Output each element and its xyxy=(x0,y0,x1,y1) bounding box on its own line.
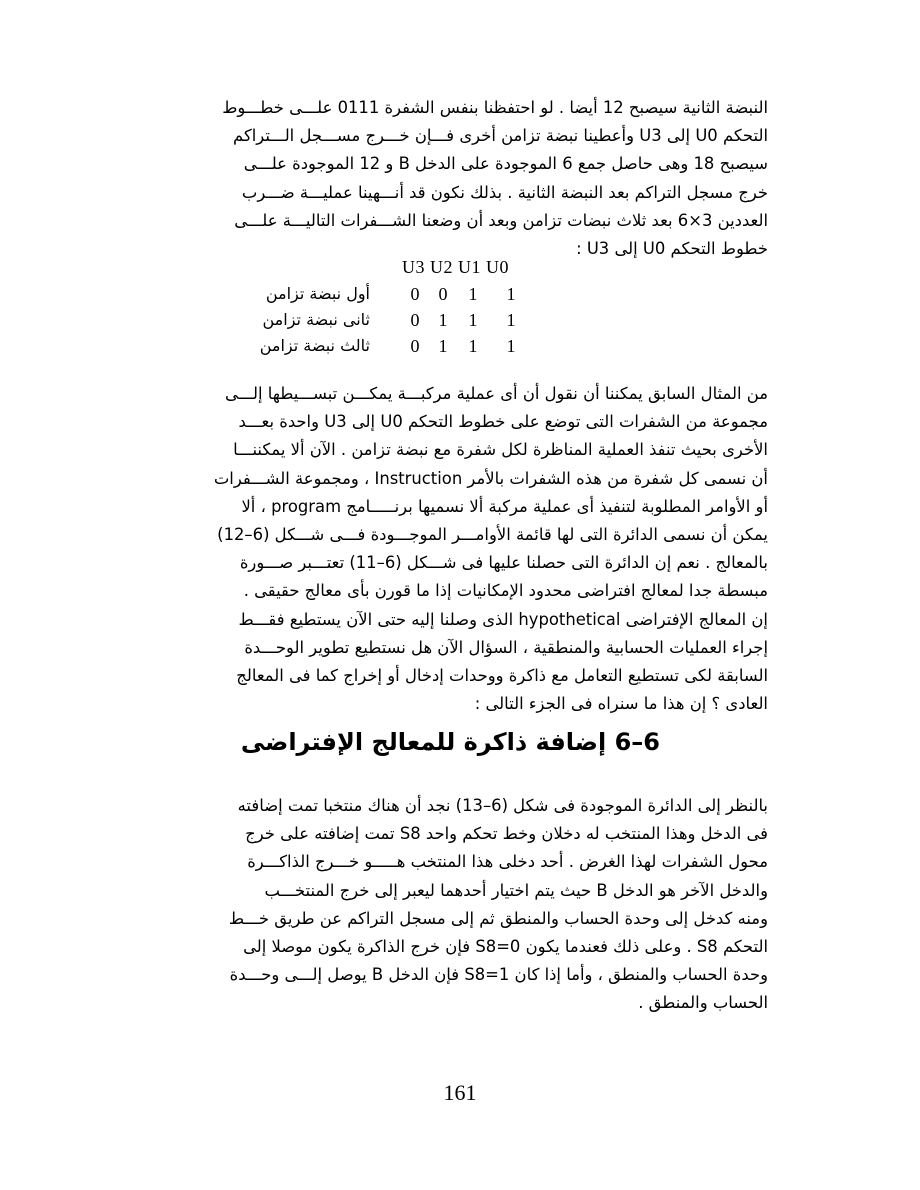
text-line: يمكن أن نسمى الدائرة التى لها قائمة الأوامـــر الموجـــودة فـــى شـــكل (6–12) xyxy=(217,525,768,545)
row-label: ثانى نبضة تزامن xyxy=(262,310,370,329)
row-label: أول نبضة تزامن xyxy=(265,284,370,303)
bit-u0: 1 xyxy=(506,310,516,330)
text-line: السابقة لكى تستطيع التعامل مع ذاكرة ووحدات إدخال أو إخراج كما فى المعالج xyxy=(236,666,768,686)
control-lines-header: U3 U2 U1 U0 xyxy=(402,257,509,277)
text-line: الحساب والمنطق . xyxy=(638,993,768,1013)
text-line: التحكم U0 إلى U3 وأعطينا نبضة تزامن أخرى فـــإن خـــرج مســـجل الـــتراكم xyxy=(233,126,768,146)
text-line: والدخل الآخر هو الدخل B حيث يتم اختيار أحدهما ليعبر إلى خرج المنتخـــب xyxy=(264,880,768,900)
page-number: 161 xyxy=(443,1080,477,1105)
paragraph-2 xyxy=(148,380,768,718)
text-line: خطوط التحكم U0 إلى U3 : xyxy=(576,239,768,259)
bit-u1: 1 xyxy=(468,310,478,330)
text-line: أو الأوامر المطلوبة لتنفيذ أى عملية مركبة ألا نسميها برنـــــامج program ، ألا xyxy=(241,496,768,516)
bit-u0: 1 xyxy=(506,284,516,304)
text-line: من المثال السابق يمكننا أن نقول أن أى عملية مركبـــة يمكـــن تبســـيطها إلـــى xyxy=(224,384,768,403)
text-line: أن نسمى كل شفرة من هذه الشفرات بالأمر Instruction ، ومجموعة الشـــفرات xyxy=(213,468,768,488)
text-line: بالمعالج . نعم إن الدائرة التى حصلنا عليها فى شـــكل (6–11) تعتـــبر صـــورة xyxy=(239,553,768,573)
bit-u0: 1 xyxy=(506,336,516,356)
text-line: إن المعالج الإفتراضى hypothetical الذى وصلنا إليه حتى الآن يستطيع فقـــط xyxy=(238,609,768,629)
table-row xyxy=(220,310,540,336)
text-line: سيصبح 18 وهى حاصل جمع 6 الموجودة على الدخل B و 12 الموجودة علـــى xyxy=(243,154,768,174)
bit-u2: 0 xyxy=(438,284,448,304)
section-heading: 6–6 إضافة ذاكرة للمعالج الإفتراضى xyxy=(240,728,660,756)
text-line: النبضة الثانية سيصبح 12 أيضا . لو احتفظنا بنفس الشفرة 0111 علـــى خطـــوط xyxy=(222,98,768,117)
paragraph-1 xyxy=(148,94,768,263)
text-line: التحكم S8 . وعلى ذلك فعندما يكون S8=0 فإن خرج الذاكرة يكون موصلا إلى xyxy=(243,937,768,957)
text-line: العددين 3×6 بعد ثلاث نبضات تزامن وبعد أن وضعنا الشـــفرات التاليـــة علـــى xyxy=(234,210,768,230)
bit-u3: 0 xyxy=(410,284,420,304)
bit-u3: 0 xyxy=(410,336,420,356)
text-line: ومنه كدخل إلى وحدة الحساب والمنطق ثم إلى مسجل التراكم عن طريق خـــط xyxy=(228,908,768,928)
bit-u1: 1 xyxy=(468,336,478,356)
control-codes-table xyxy=(220,257,540,365)
text-line: وحدة الحساب والمنطق ، وأما إذا كان S8=1 فإن الدخل B يوصل إلـــى وحـــدة xyxy=(229,965,768,985)
bit-u2: 1 xyxy=(438,310,448,330)
text-line: مجموعة من الشفرات التى توضع على خطوط التحكم U0 إلى U3 واحدة بعـــد xyxy=(238,412,768,432)
text-line: العادى ؟ إن هذا ما سنراه فى الجزء التالى : xyxy=(474,694,768,714)
text-line: بالنظر إلى الدائرة الموجودة فى شكل (6–13) نجد أن هناك منتخبا تمت إضافته xyxy=(237,796,768,815)
table-row xyxy=(220,336,540,362)
text-line: محول الشفرات لهذا الغرض . أحد دخلى هذا المنتخب هـــــو خـــرج الذاكـــرة xyxy=(247,852,768,872)
text-line: فى الدخل وهذا المنتخب له دخلان وخط تحكم واحد S8 تمت إضافته على خرج xyxy=(245,824,768,844)
table-row xyxy=(220,284,540,310)
bit-u3: 0 xyxy=(410,310,420,330)
row-label: ثالث نبضة تزامن xyxy=(259,336,370,355)
text-line: الأخرى بحيث تنفذ العملية المناظرة لكل شفرة مع نبضة تزامن . الآن ألا يمكننـــا xyxy=(233,440,768,460)
text-line: خرج مسجل التراكم بعد النبضة الثانية . بذلك نكون قد أنـــهينا عمليـــة ضـــرب xyxy=(241,182,768,202)
bit-u1: 1 xyxy=(468,284,478,304)
text-line: مبسطة جدا لمعالج افتراضى محدود الإمكانيات إذا ما قورن بأى معالج حقيقى . xyxy=(243,581,768,601)
bit-u2: 1 xyxy=(438,336,448,356)
text-line: إجراء العمليات الحسابية والمنطقية ، السؤال الآن هل نستطيع تطوير الوحـــدة xyxy=(244,637,768,657)
paragraph-3 xyxy=(148,792,768,1018)
